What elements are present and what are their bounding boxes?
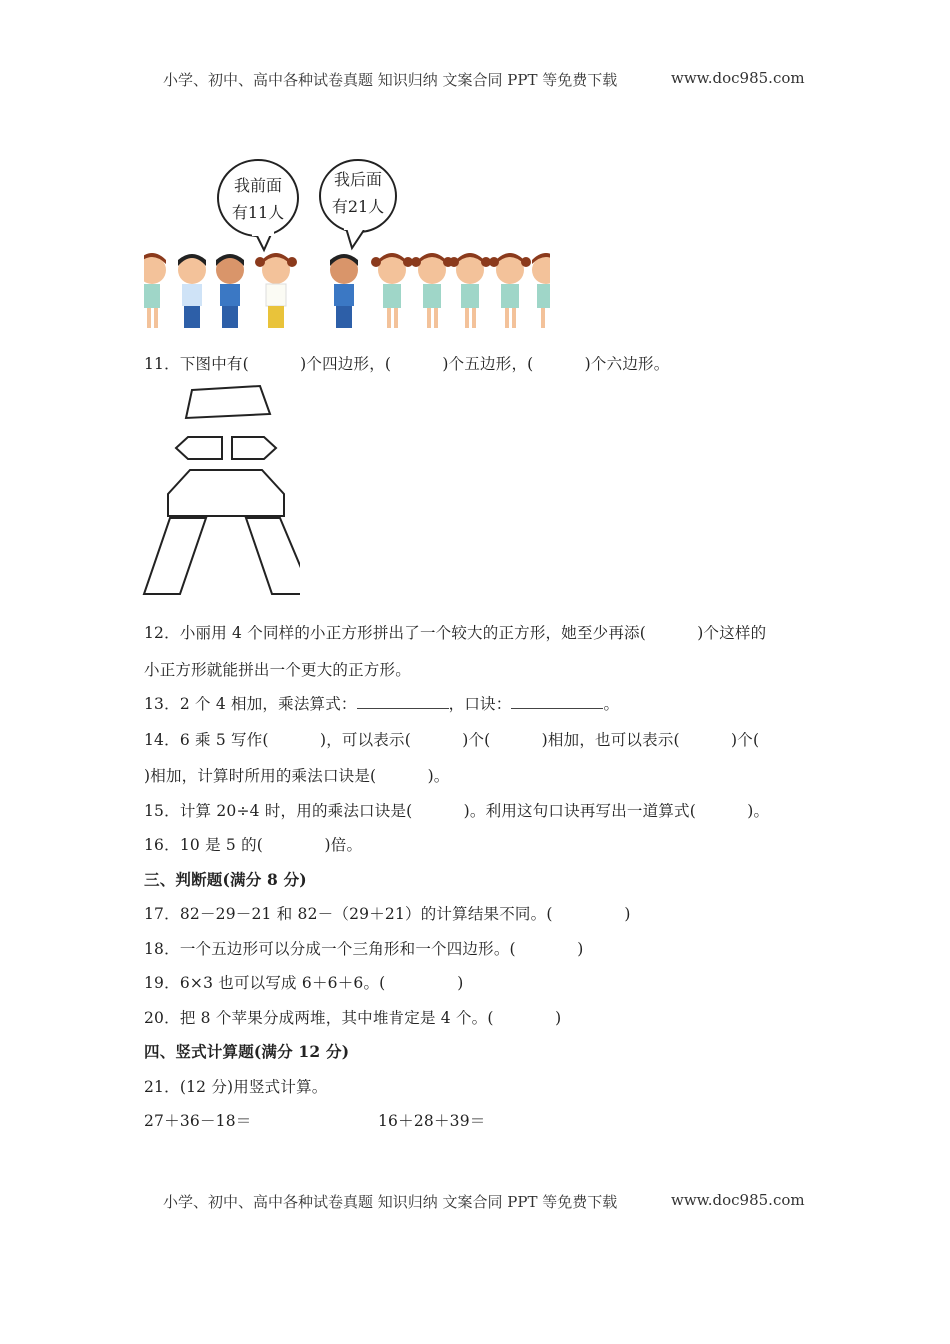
question-21: 21．(12 分)用竖式计算。 — [144, 1078, 328, 1096]
child-figures — [144, 253, 550, 328]
question-17: 17．82－29－21 和 82－（29＋21）的计算结果不同。( ) — [144, 905, 631, 923]
q13-prefix: 13．2 个 4 相加，乘法算式： — [144, 695, 357, 713]
question-16: 16．10 是 5 的( )倍。 — [144, 836, 363, 854]
question-20: 20．把 8 个苹果分成两堆，其中堆肯定是 4 个。( ) — [144, 1009, 562, 1027]
calc-problem-2: 16＋28＋39＝ — [378, 1112, 486, 1130]
question-18: 18．一个五边形可以分成一个三角形和一个四边形。( ) — [144, 940, 584, 958]
question-15: 15．计算 20÷4 时，用的乘法口诀是( )。利用这句口诀再写出一道算式( )。 — [144, 802, 770, 820]
left-pentagon — [176, 437, 222, 459]
question-12-line2: 小正方形就能拼出一个更大的正方形。 — [144, 661, 411, 679]
bubble2-line2: 有21人 — [331, 197, 385, 216]
section-3-title: 三、判断题(满分 8 分) — [144, 870, 307, 889]
left-leg-quadrilateral — [144, 518, 206, 594]
question-14-line2: )相加，计算时所用的乘法口诀是( )。 — [144, 767, 450, 785]
question-12-line1: 12．小丽用 4 个同样的小正方形拼出了一个较大的正方形，她至少再添( )个这样的 — [144, 624, 767, 642]
polygon-figure — [140, 382, 300, 598]
page-footer — [0, 1191, 950, 1213]
header-text: 小学、初中、高中各种试卷真题 知识归纳 文案合同 PPT 等免费下载 — [163, 71, 618, 89]
q13-mid: ，口诀： — [448, 695, 512, 713]
page-header — [0, 69, 950, 91]
bubble1-line1: 我前面 — [233, 176, 283, 195]
right-pentagon — [232, 437, 276, 459]
bubble1-line2: 有11人 — [231, 203, 285, 222]
right-leg-quadrilateral — [246, 518, 300, 594]
bubble2-line1: 我后面 — [333, 170, 383, 189]
children-queue-illustration — [144, 150, 550, 336]
hexagon-body — [168, 470, 284, 516]
question-11: 11．下图中有( )个四边形，( )个五边形，( )个六边形。 — [144, 355, 670, 373]
top-quadrilateral — [186, 386, 270, 418]
footer-url: www.doc985.com — [671, 1191, 805, 1209]
q13-end: 。 — [603, 695, 620, 713]
header-url: www.doc985.com — [671, 69, 805, 87]
question-19: 19．6×3 也可以写成 6＋6＋6。( ) — [144, 974, 464, 992]
q13-blank-expression[interactable] — [357, 694, 449, 709]
q13-blank-rhyme[interactable] — [511, 694, 603, 709]
footer-text: 小学、初中、高中各种试卷真题 知识归纳 文案合同 PPT 等免费下载 — [163, 1193, 618, 1211]
question-14-line1: 14．6 乘 5 写作( )，可以表示( )个( )相加，也可以表示( )个( — [144, 731, 760, 749]
speech-bubble-2 — [320, 160, 396, 248]
calc-problem-1: 27＋36－18＝ — [144, 1112, 252, 1130]
speech-bubble-1 — [218, 160, 298, 250]
question-13 — [144, 693, 619, 715]
section-4-title: 四、竖式计算题(满分 12 分) — [144, 1042, 350, 1061]
